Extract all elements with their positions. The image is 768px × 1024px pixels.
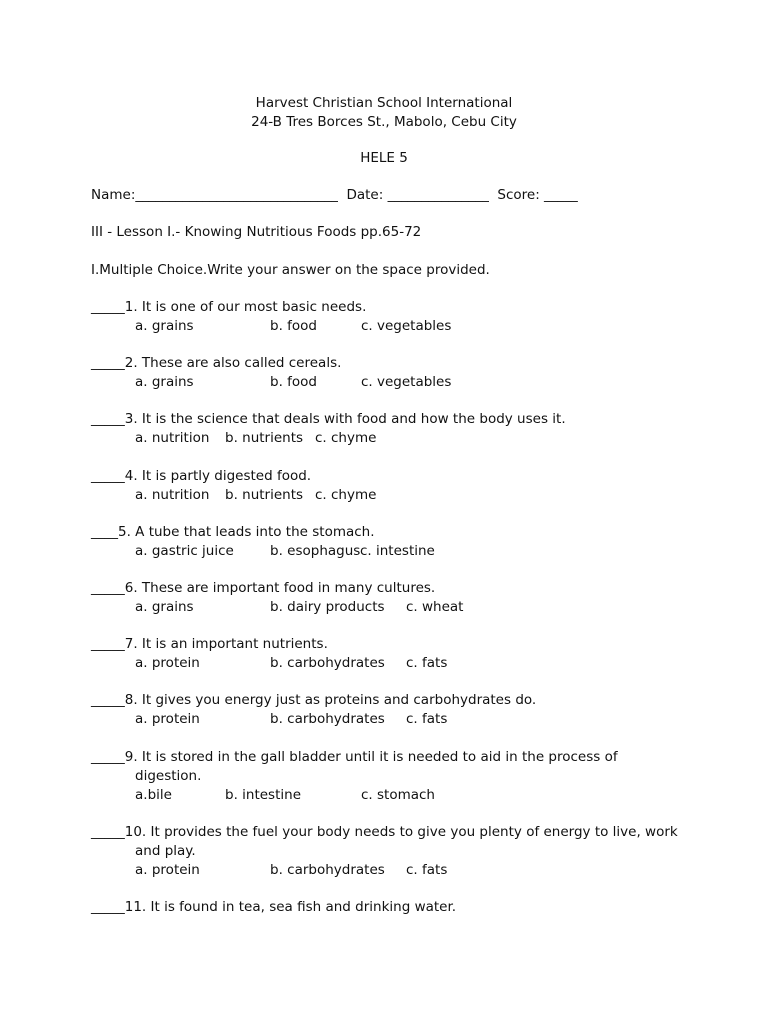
question-9-continuation: digestion.: [135, 768, 202, 784]
question-8: _____8. It gives you energy just as proteins and carbohydrates do.: [91, 692, 537, 708]
option-c: c. chyme: [315, 430, 377, 446]
question-2: _____2. These are also called cereals.: [91, 355, 342, 371]
question-6: _____6. These are important food in many cultures.: [91, 580, 436, 596]
option-a: a. protein: [135, 711, 200, 727]
option-c: c. vegetables: [361, 374, 452, 390]
option-b: b. food: [270, 318, 317, 334]
question-10: _____10. It provides the fuel your body needs to give you plenty of energy to live, work: [91, 824, 678, 840]
question-10-continuation: and play.: [135, 843, 196, 859]
subject-title: HELE 5: [360, 150, 408, 166]
option-a: a. nutrition: [135, 487, 210, 503]
question-11: _____11. It is found in tea, sea fish and drinking water.: [91, 899, 457, 915]
option-a: a. protein: [135, 862, 200, 878]
option-a: a. grains: [135, 599, 194, 615]
option-a: a.bile: [135, 787, 172, 803]
instruction-text: I.Multiple Choice.Write your answer on the space provided.: [91, 262, 490, 278]
question-7: _____7. It is an important nutrients.: [91, 636, 328, 652]
question-5: ____5. A tube that leads into the stomach.: [91, 524, 375, 540]
option-b: b. esophagus: [270, 543, 361, 559]
school-header: [0, 94, 768, 132]
lesson-title: III - Lesson I.- Knowing Nutritious Foods pp.65-72: [91, 224, 422, 240]
option-c: c. chyme: [315, 487, 377, 503]
option-a: a. nutrition: [135, 430, 210, 446]
school-name: Harvest Christian School International: [255, 95, 513, 111]
option-c: c. fats: [406, 711, 448, 727]
school-address: 24-B Tres Borces St., Mabolo, Cebu City: [251, 114, 517, 130]
option-c: c. fats: [406, 862, 448, 878]
option-b: b. dairy products: [270, 599, 385, 615]
option-b: b. carbohydrates: [270, 862, 385, 878]
option-b: b. carbohydrates: [270, 711, 385, 727]
option-c: c. wheat: [406, 599, 464, 615]
question-3: _____3. It is the science that deals with food and how the body uses it.: [91, 411, 566, 427]
option-c: c. vegetables: [361, 318, 452, 334]
option-c: c. fats: [406, 655, 448, 671]
question-9: _____9. It is stored in the gall bladder until it is needed to aid in the process of: [91, 749, 618, 765]
option-a: a. grains: [135, 318, 194, 334]
option-b: b. intestine: [225, 787, 301, 803]
option-a: a. gastric juice: [135, 543, 234, 559]
option-a: a. protein: [135, 655, 200, 671]
student-info-line: Name:______________________________ Date: _______________ Score: _____: [91, 187, 578, 203]
option-b: b. nutrients: [225, 430, 304, 446]
question-1: _____1. It is one of our most basic needs.: [91, 299, 367, 315]
option-b: b. nutrients: [225, 487, 304, 503]
option-b: b. food: [270, 374, 317, 390]
option-c: c. intestine: [360, 543, 435, 559]
option-c: c. stomach: [361, 787, 435, 803]
question-4: _____4. It is partly digested food.: [91, 468, 312, 484]
option-a: a. grains: [135, 374, 194, 390]
option-b: b. carbohydrates: [270, 655, 385, 671]
